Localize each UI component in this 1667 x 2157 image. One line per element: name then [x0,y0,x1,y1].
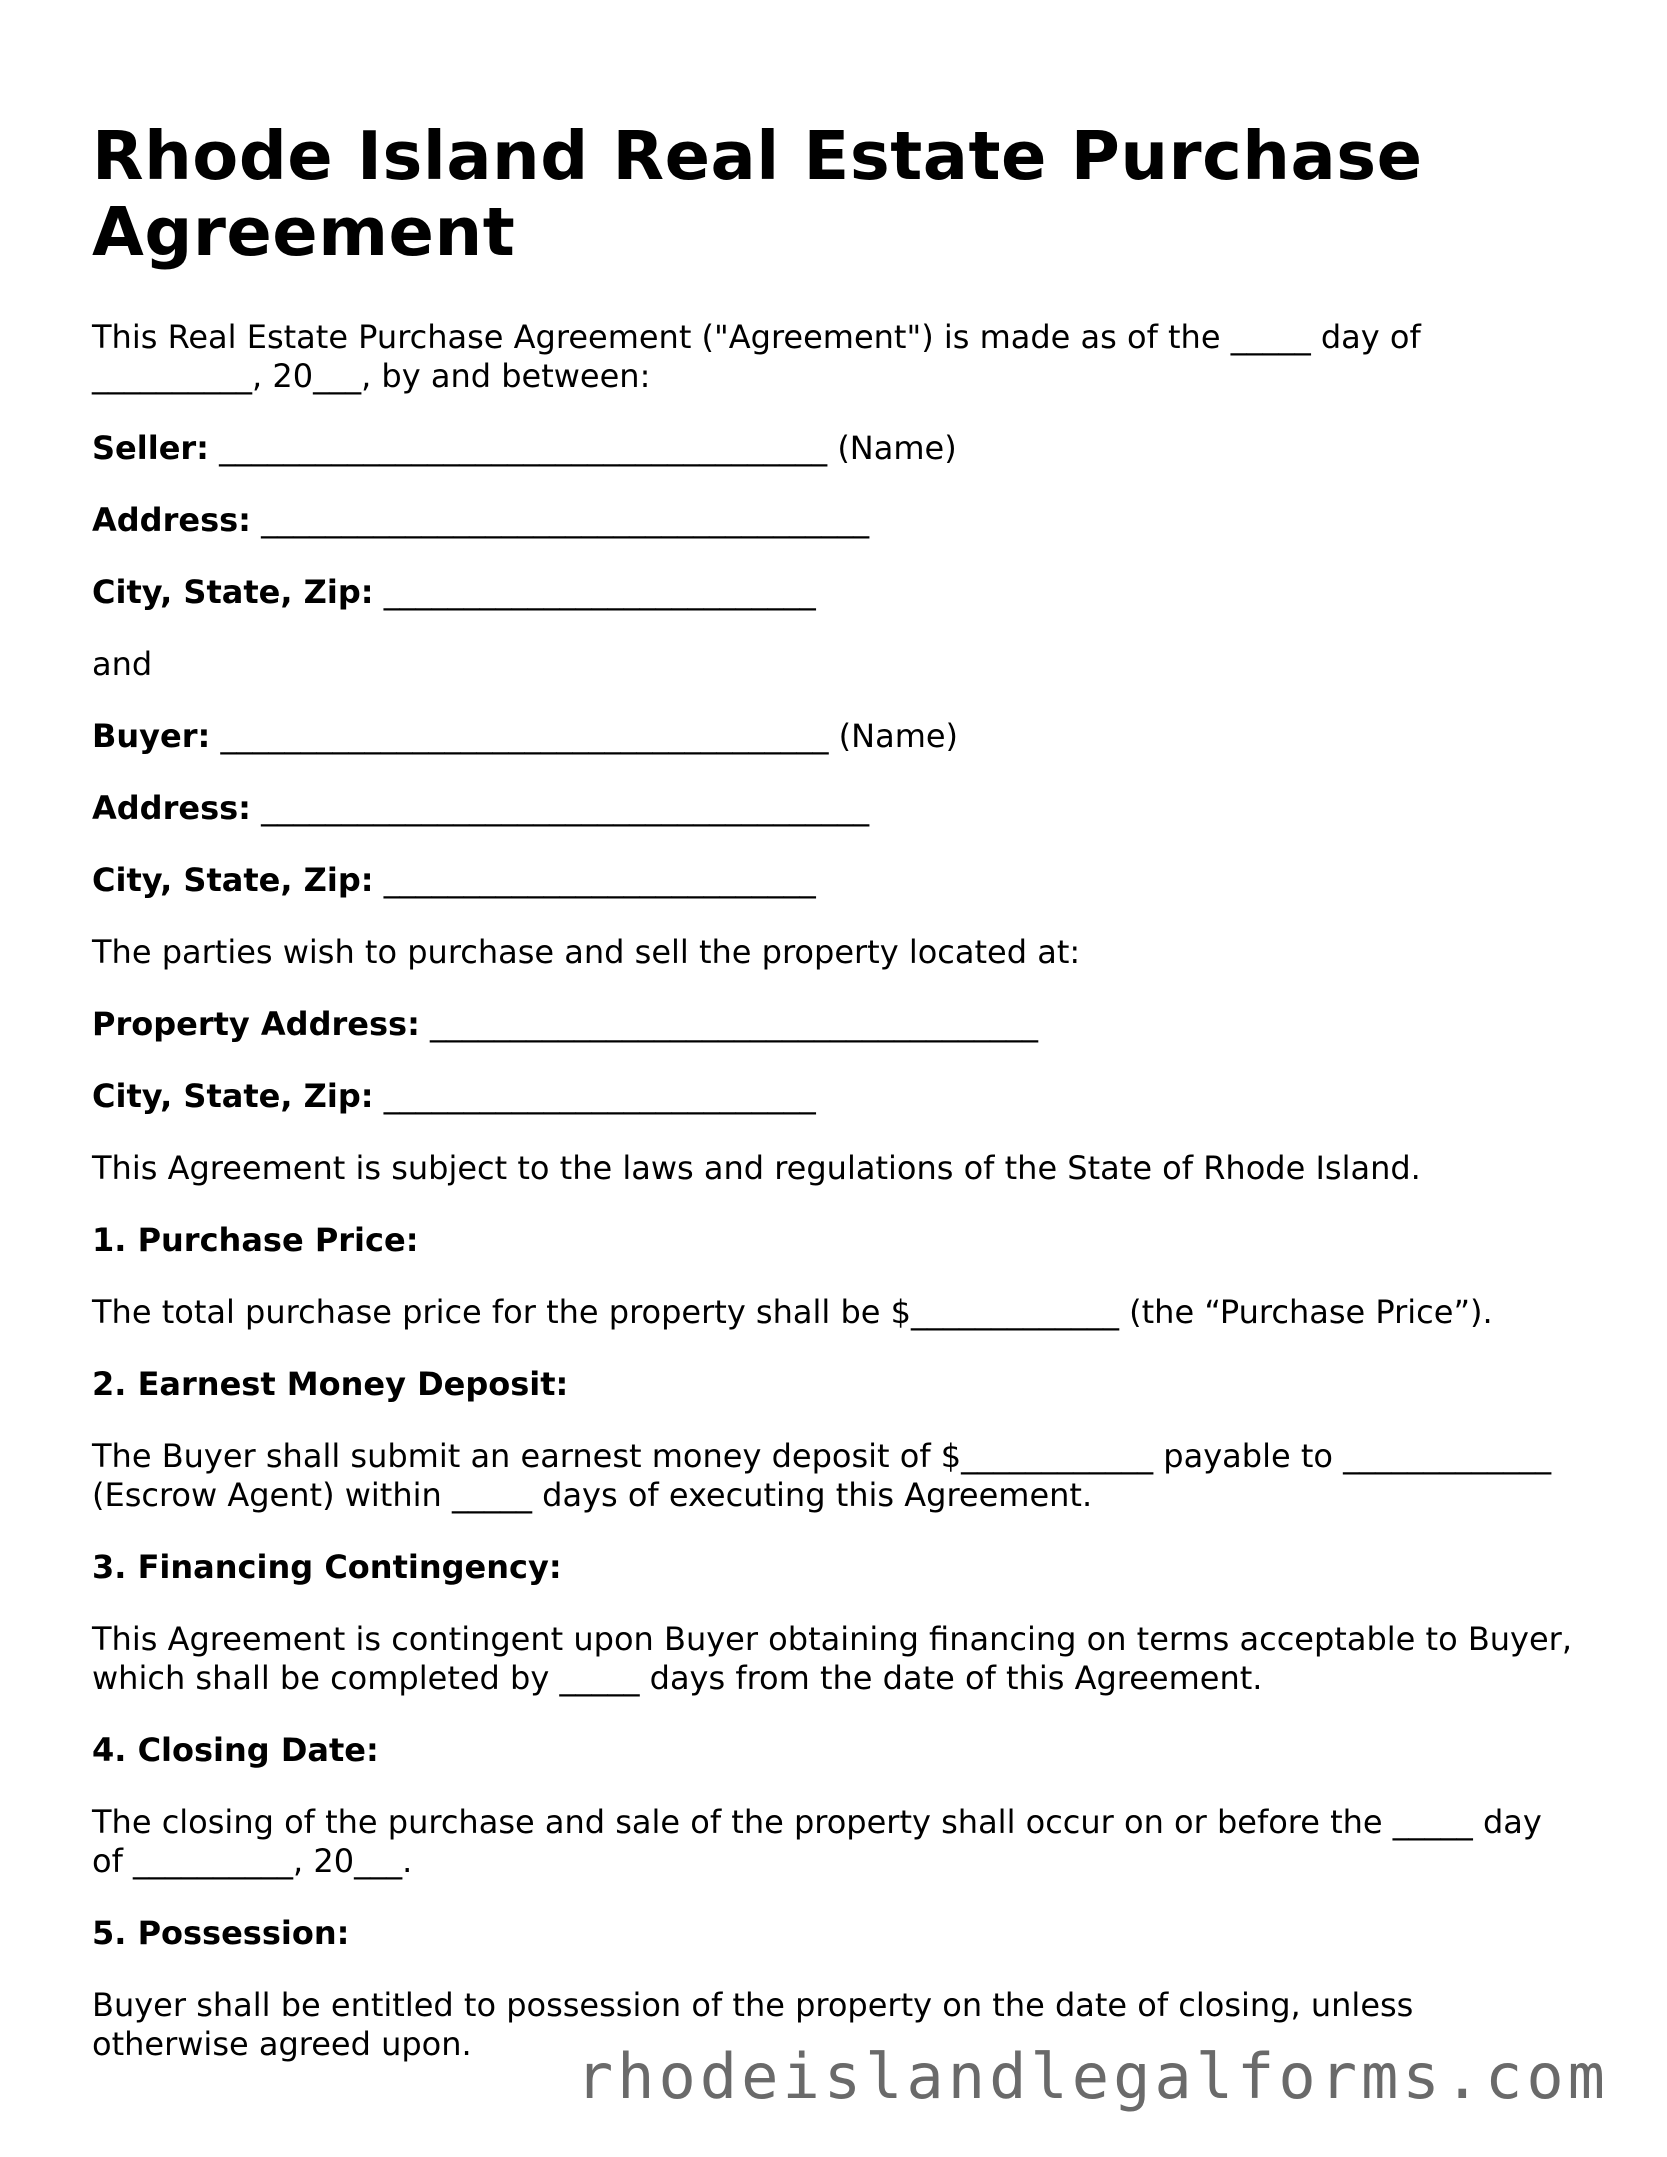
seller-address-field [92,501,1575,540]
buyer-address-field [92,789,1575,828]
section-heading: 2. Earnest Money Deposit: [92,1365,569,1403]
section-body: The Buyer shall submit an earnest money deposit of $____________ payable to _____________ (Escrow Agent) within _____ days of executing this Agreement. [92,1437,1562,1514]
property-address-field [92,1005,1575,1044]
and-text: and [92,645,153,683]
section-heading: 1. Purchase Price: [92,1221,419,1259]
website-watermark: rhodeislandlegalforms.com [575,2040,1609,2113]
intro-paragraph: This Real Estate Purchase Agreement ("Agreement") is made as of the _____ day of __________, 20___, by and between: [92,318,1431,395]
property-csz-field [92,1077,1575,1116]
seller-address-blank[interactable]: ______________________________________ [250,501,870,539]
buyer-name-field [92,717,1575,756]
buyer-name-blank[interactable]: ______________________________________ (Name) [210,717,959,755]
buyer-address-label: Address: [92,789,251,827]
section-body: The closing of the purchase and sale of the property shall occur on or before the _____ day of __________, 20___. [92,1803,1552,1880]
laws-paragraph: This Agreement is subject to the laws and regulations of the State of Rhode Island. [92,1149,1421,1187]
buyer-csz-field [92,861,1575,900]
section-body: Buyer shall be entitled to possession of the property on the date of closing, unless otherwise agreed upon. [92,1986,1424,2063]
seller-address-label: Address: [92,501,251,539]
seller-name-blank[interactable]: ______________________________________ (Name) [208,429,957,467]
section-heading: 3. Financing Contingency: [92,1548,562,1586]
buyer-address-blank[interactable]: ______________________________________ [250,789,870,827]
section-body: The total purchase price for the property shall be $_____________ (the “Purchase Price”). [92,1293,1493,1331]
property-csz-blank[interactable]: ___________________________ [373,1077,816,1115]
buyer-csz-label: City, State, Zip: [92,861,374,899]
seller-name-label: Seller: [92,429,209,467]
buyer-name-label: Buyer: [92,717,211,755]
seller-name-field [92,429,1575,468]
section-heading: 5. Possession: [92,1914,350,1952]
seller-csz-field [92,573,1575,612]
property-address-label: Property Address: [92,1005,420,1043]
buyer-csz-blank[interactable]: ___________________________ [373,861,816,899]
seller-csz-label: City, State, Zip: [92,573,374,611]
section-heading: 4. Closing Date: [92,1731,379,1769]
property-intro: The parties wish to purchase and sell the property located at: [92,933,1081,971]
document-title: Rhode Island Real Estate Purchase Agreement [92,117,1423,271]
seller-csz-blank[interactable]: ___________________________ [373,573,816,611]
section-body: This Agreement is contingent upon Buyer obtaining financing on terms acceptable to Buyer, which shall be completed by _____ days from the date of this Agreement. [92,1620,1583,1697]
property-csz-label: City, State, Zip: [92,1077,374,1115]
property-address-blank[interactable]: ______________________________________ [419,1005,1039,1043]
